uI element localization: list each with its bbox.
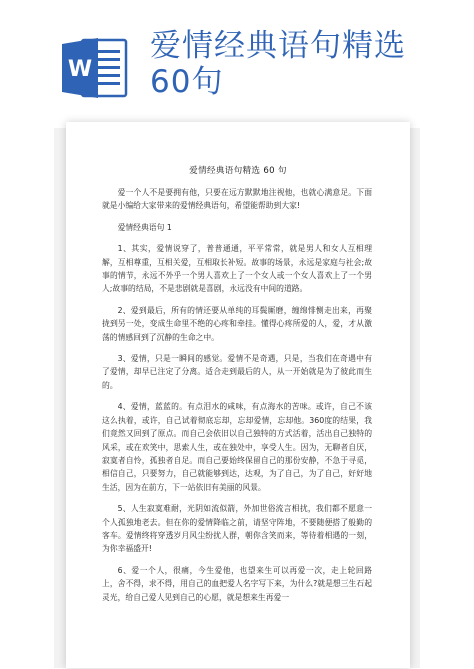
banner-title [150,28,460,100]
header-banner [0,0,474,118]
paragraph-6: 6、爱一个人，很痛，今生爱他，也望来生可以再爱一次，走上轮回路上，舍不得，求不得，用自己的血把爱人名字写下来，为什么?就是想三生石起灵光，给自己爱人见到自己的心愿，就是想来生再爱一 [102,565,372,602]
document-body [66,186,410,604]
paragraph-5: 5、人生寂寞难耐，光阴如流似箭，外加世俗流言相扰，我们都不愿意一个人孤独地老去。但在你的爱情降临之前，请坚守阵地，不要随便搭了般勤的客车。爱情终将穿透岁月风尘纷扰人群，朝你含笑而来，等待着相遇的一刻，为你幸福盛开! [102,504,372,554]
document-title: 爱情经典语句精选 60 句 [189,166,287,176]
paragraph-3: 3、爱情，只是一瞬间的感觉。爱情不是奇遇，只是，当我们在奇遇中有了爱情，却早已注定了分离。适合走到最后的人，从一开始就是为了彼此而生的。 [102,354,372,390]
banner-title-line2: 60句 [150,64,224,100]
section-heading: 爱情经典语句 1 [117,222,172,232]
intro-paragraph: 爱一个人不是要拥有他，只要在远方默默地注视他，也就心满意足。下面就是小编给大家带来的爱情经典语句，希望能帮助到大家! [102,188,372,211]
paragraph-2: 2、爱到最后，所有的情还要从单纯的耳鬓厮磨，缠绵悱恻走出来，再聚拢到另一处，变成生命里不绝的心疼和牵挂。懂得心疼所爱的人，爱，才从激荡的情感回到了沉静的生命之中。 [102,305,372,342]
word-icon [60,36,128,100]
paragraph-4: 4、爱情，蓝蓝的。有点泪水的咸味，有点海水的苦味。或许，自己不该这么执着，或许，自己试着彻底忘却，忘却爱情，忘却他。360度的结果，我们竟然又回到了原点。而自己会依旧以自己独特的方式活着，活出自己独特的风采，或在欢笑中，思索人生，或在独处中，享受人生。因为，无聊者自厌，寂寞者自怜，孤独者自足。而自己要始终保留自己的那份安静，不急于寻觅，相信自己，只要努力，自己就能够到达，达观，为了自己，为了自己，好好地生活，因为在前方，下一站依旧有美丽的风景。 [102,402,372,492]
svg-text:W: W [67,57,93,82]
banner-title-line1: 爱情经典语句精选 [150,28,406,64]
paragraph-1: 1、其实，爱情说穿了，普普通通，平平常常，就是男人和女人互相理解，互相尊重，互相关爱，互相取长补短。故事的场景，永远是家庭与社会;故事的情节，永远不外乎一个男人喜欢上了一个女人或一个女人喜欢上了一个男人;故事的结局，不是悲剧就是喜剧，永远没有中间的道路。 [102,244,372,294]
document-page [66,122,410,668]
